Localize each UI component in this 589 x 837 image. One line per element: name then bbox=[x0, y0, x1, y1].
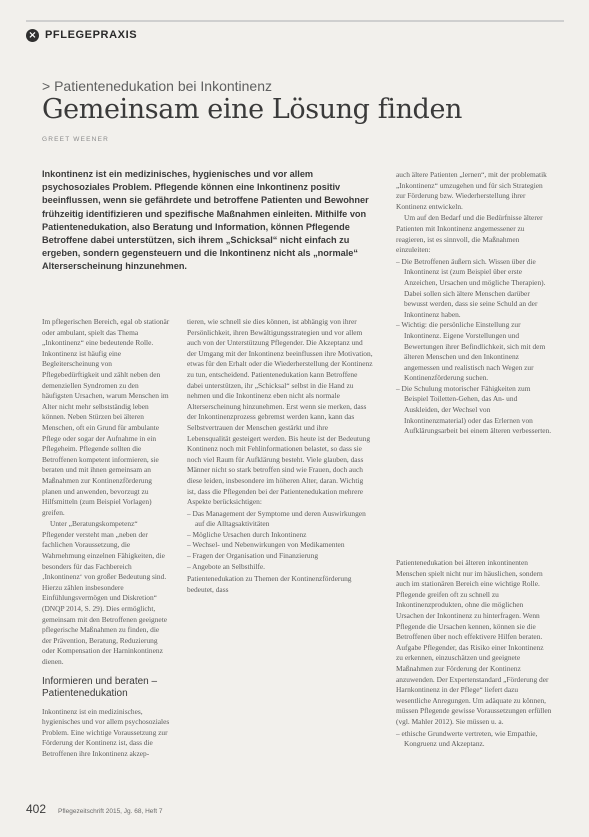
article-kicker: > Patientenedukation bei Inkontinenz bbox=[42, 78, 273, 94]
list-item: – Die Schulung motorischer Fähigkeiten zum Beispiel Toiletten-Gehen, das An- und Auskleiden, der Wechsel von Inkontinenzmaterial) oder das Erlernen von Aufklärungsarbeit bei einem älteren verbesserten. bbox=[396, 383, 552, 436]
list-item: – Das Management der Symptome und deren Auswirkungen auf die Alltagsaktivitäten bbox=[187, 508, 366, 529]
section-header bbox=[26, 26, 137, 44]
list-item: – Wechsel- und Nebenwirkungen von Medikamenten bbox=[187, 540, 345, 550]
bullet-list bbox=[396, 257, 552, 437]
list-item: – Die Betroffenen äußern sich. Wissen über die Inkontinenz ist (zum Beispiel über erste Anzeichen, Ursachen und mögliche Therapien). Dabei sollen sich ältere Menschen darüber bewusst werden, dass sie seine Schuld an der Inkontinenz haben. bbox=[396, 256, 546, 319]
bullet-list bbox=[187, 509, 373, 573]
paragraph: Um auf den Bedarf und die Bedürfnisse älterer Patienten mit Inkontinenz angemessener zu reagieren, ist es sinnvoll, die Maßnahmen einzuleiten: bbox=[396, 213, 543, 255]
list-item: – Angebote an Selbsthilfe. bbox=[187, 561, 265, 571]
article-title: Gemeinsam eine Lösung finden bbox=[42, 94, 463, 125]
list-item: – Mögliche Ursachen durch Inkontinenz bbox=[187, 529, 307, 539]
paragraph: Inkontinenz ist ein medizinisches, hygienisches und vor allem psychosoziales Problem. Eine wichtige Voraussetzung zur Förderung der Kontinenz ist, dass die Betroffenen ihre Inkontinenz akzep- bbox=[42, 706, 170, 758]
journal-reference: Pflegezeitschrift 2015, Jg. 68, Heft 7 bbox=[58, 808, 163, 815]
page-number: 402 bbox=[26, 802, 47, 816]
paragraph: Im pflegerischen Bereich, egal ob stationär oder ambulant, spielt das Thema „Inkontinenz“ eine bedeutende Rolle. Inkontinenz ist häufig eine Begleiterscheinung von Pflegebedürftigkeit und zählt neben den demenziellen Syndromen zu den häufigsten Ursachen, warum Menschen im Alter nicht mehr selbstständig leben können. Neben Stürzen bei älteren Menschen, oft ein Grund für ambulante Pflege oder sogar der Aufnahme in ein Pflegeheim. Pflegende sollten die Betroffenen kompetent informieren, sie beraten und mit ihnen gemeinsam an Maßnahmen zur Kontinenzförderung planen und anwenden, bevorzugt zu Hilfsmitteln (zum Beispiel Vorlagen) greifen. bbox=[42, 317, 170, 517]
body-column-3 bbox=[396, 170, 552, 439]
page-footer bbox=[26, 802, 564, 820]
section-label: PFLEGEPRAXIS bbox=[45, 29, 138, 41]
paragraph: Patientenedukation bei älteren inkontinenten Menschen spielt nicht nur im häuslichen, sondern auch im stationären Bereich eine wichtige Rolle. Pflegende greifen oft zu schnell zu Inkontinenzprodukten, ohne die möglichen Ursachen der Inkontinenz zu hinterfragen. Wenn Pflegende die Ursachen kennen, können sie die Betroffenen über noch effektivere Hilfen beraten. Aufgabe Pflegender, das Risiko einer Inkontinenz zu erkennen, einzuschätzen und geeignete Maßnahmen zur Förderung der Kontinenz anzuwenden. Der Expertenstandard „Förderung der Harnkontinenz in der Pflege“ liefert dazu wesentliche Anregungen. Um adäquate zu können, müssen Pflegende gewisse Voraussetzungen erfüllen (vgl. Mahler 2012). Sie müssen u. a. bbox=[396, 558, 552, 726]
subheading: Informieren und beraten – Patientenedukation bbox=[42, 675, 158, 700]
header-rule bbox=[26, 20, 564, 22]
x-circle-icon: × bbox=[26, 29, 39, 42]
paragraph: tieren, wie schnell sie dies können, ist abhängig von ihrer Persönlichkeit, ihren Bewältigungsstrategien und vor allem auch von der Unterstützung Pflegender. Die Akzeptanz und der Umgang mit der Inkontinenz beeinflussen ihre Motivation, etwas für den Erhalt oder die Wiederherstellung der Kontinenz zu tun, entscheidend. Patientenedukation kann Betroffene dabei unterstützen, ihr „Schicksal“ selbst in die Hand zu nehmen und die Inkontinenz eben nicht als normale Alterserscheinung hinzunehmen. Erst wenn sie merken, dass der Inkontinenzprozess gebremst werden kann, kann das Selbstvertrauen der Menschen gestärkt und ihre Lebensqualität gesteigert werden. Bis heute ist der Bedeutung Kontinenz noch mit Fehlinformationen belastet, so dass sie noch viel Raum für Aufklärung besteht. Viele glauben, dass Männer nicht so stark betroffen sind wie Frauen, doch auch diese leiden, insbesondere im höheren Alter, daran. Wichtig ist, dass die Pflegenden bei der Patientenedukation mehrere Aspekte berücksichtigen: bbox=[187, 317, 373, 507]
list-item: – Fragen der Organisation und Finanzierung bbox=[187, 551, 319, 561]
paragraph: Unter „Beratungskompetenz“ Pflegender versteht man „neben der fachlichen Voraussetzung, die Wahrnehmung einzelnen Fähigkeiten, die besonders für das Fachbereich ‚Inkontinenz‘ von großer Bedeutung sind. Hierzu zählen insbesondere Einfühlungsvermögen und Diskretion“ (DNQP 2014, S. 29). Dies ermöglicht, gemeinsam mit den Betroffenen geeignete pflegerische Maßnahmen zu finden, die der Prävention, Beratung, Reduzierung oder Kompensation der Harninkontinenz dienen. bbox=[42, 519, 168, 666]
article-author: GREET WEENER bbox=[42, 136, 110, 143]
paragraph: Patientenedukation zu Themen der Kontinenzförderung bedeutet, dass bbox=[187, 574, 352, 594]
article-lead: Inkontinenz ist ein medizinisches, hygienisches und vor allem psychosoziales Problem. Pflegende können eine Inkontinenz positiv beeinflussen, wenn sie gefährdete und betroffene Patienten und Bewohner frühzeitig identifizieren und spezifische Maßnahmen einleiten. Mithilfe von Patientenedukation, also Beratung und Information, können Pflegende Betroffene dabei unterstützen, sich ihrem „Schicksal“ nicht einfach zu ergeben, sondern gegensteuern und die Inkontinenz nicht als „normale“ Alterserscheinung hinzunehmen. bbox=[42, 169, 369, 272]
list-item: – ethische Grundwerte vertreten, wie Empathie, Kongruenz und Akzeptanz. bbox=[396, 728, 538, 749]
body-column-3-continued bbox=[396, 558, 552, 752]
bullet-list bbox=[396, 729, 552, 750]
list-item: – Wichtig: die persönliche Einstellung zur Inkontinenz. Eigene Vorstellungen und Bewertungen ihrer Befindlichkeit, sich mit dem älteren Menschen und den Inkontinenz angemessen und realistisch nach Wegen zur Kontinenzförderung suchen. bbox=[396, 320, 546, 383]
body-column-1 bbox=[42, 317, 170, 761]
paragraph: auch ältere Patienten „lernen“, mit der problematik „Inkontinenz“ umzugehen und für sich Strategien zur Förderung bzw. Wiederherstellung ihrer Kontinenz entwickeln. bbox=[396, 170, 547, 211]
body-column-2 bbox=[187, 317, 373, 596]
